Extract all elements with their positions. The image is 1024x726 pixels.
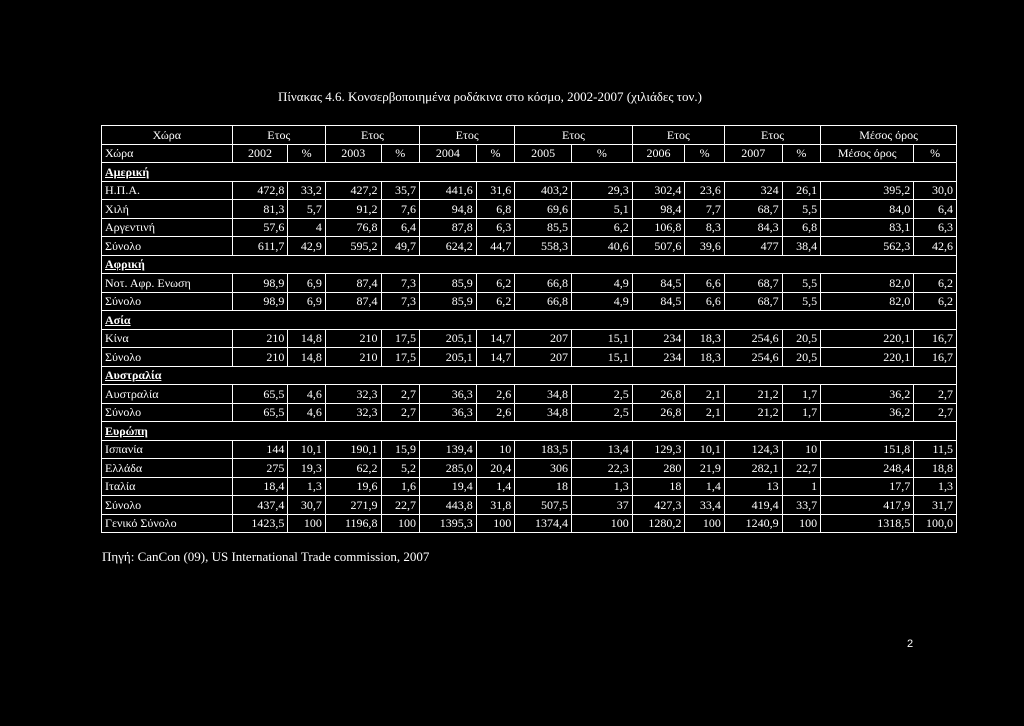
value-cell: 100 xyxy=(476,514,514,533)
value-cell: 417,9 xyxy=(821,496,914,515)
row-label: Η.Π.Α. xyxy=(102,181,233,200)
header-cell: Μέσος όρος xyxy=(821,144,914,163)
value-cell: 280 xyxy=(632,459,685,478)
value-cell: 477 xyxy=(724,237,782,256)
value-cell: 18 xyxy=(632,477,685,496)
value-cell: 87,4 xyxy=(325,292,381,311)
value-cell: 98,4 xyxy=(632,200,685,219)
header-year-group: Ετος xyxy=(232,126,325,145)
value-cell: 4 xyxy=(288,218,325,237)
value-cell: 13,4 xyxy=(571,440,632,459)
value-cell: 2,7 xyxy=(914,403,957,422)
value-cell: 84,5 xyxy=(632,274,685,293)
header-year-group: Ετος xyxy=(724,126,820,145)
value-cell: 282,1 xyxy=(724,459,782,478)
value-cell: 6,9 xyxy=(288,274,325,293)
value-cell: 18 xyxy=(515,477,572,496)
value-cell: 87,4 xyxy=(325,274,381,293)
value-cell: 14,7 xyxy=(476,348,514,367)
value-cell: 6,2 xyxy=(914,292,957,311)
value-cell: 11,5 xyxy=(914,440,957,459)
row-label: Χιλή xyxy=(102,200,233,219)
value-cell: 1,4 xyxy=(685,477,725,496)
value-cell: 2,6 xyxy=(476,385,514,404)
grand-total-row xyxy=(102,514,957,533)
value-cell: 82,0 xyxy=(821,292,914,311)
value-cell: 65,5 xyxy=(232,385,288,404)
value-cell: 271,9 xyxy=(325,496,381,515)
value-cell: 4,6 xyxy=(288,385,325,404)
value-cell: 624,2 xyxy=(420,237,477,256)
header-year-group: Ετος xyxy=(420,126,515,145)
value-cell: 395,2 xyxy=(821,181,914,200)
value-cell: 207 xyxy=(515,329,572,348)
value-cell: 5,7 xyxy=(288,200,325,219)
value-cell: 39,6 xyxy=(685,237,725,256)
data-table xyxy=(101,125,957,533)
value-cell: 562,3 xyxy=(821,237,914,256)
header-cell: % xyxy=(288,144,325,163)
value-cell: 285,0 xyxy=(420,459,477,478)
value-cell: 66,8 xyxy=(515,292,572,311)
value-cell: 1240,9 xyxy=(724,514,782,533)
value-cell: 65,5 xyxy=(232,403,288,422)
value-cell: 85,9 xyxy=(420,292,477,311)
value-cell: 1 xyxy=(782,477,820,496)
row-label: Ιταλία xyxy=(102,477,233,496)
value-cell: 34,8 xyxy=(515,403,572,422)
section-name: Αφρική xyxy=(102,255,957,274)
value-cell: 49,7 xyxy=(381,237,419,256)
value-cell: 19,3 xyxy=(288,459,325,478)
source-note: Πηγή: CanCon (09), US International Trade commission, 2007 xyxy=(102,549,430,564)
value-cell: 2,7 xyxy=(381,403,419,422)
value-cell: 7,7 xyxy=(685,200,725,219)
value-cell: 4,6 xyxy=(288,403,325,422)
value-cell: 98,9 xyxy=(232,292,288,311)
value-cell: 33,4 xyxy=(685,496,725,515)
value-cell: 306 xyxy=(515,459,572,478)
value-cell: 57,6 xyxy=(232,218,288,237)
value-cell: 82,0 xyxy=(821,274,914,293)
value-cell: 6,2 xyxy=(476,274,514,293)
section-header-row xyxy=(102,366,957,385)
value-cell: 84,3 xyxy=(724,218,782,237)
value-cell: 210 xyxy=(325,329,381,348)
value-cell: 33,7 xyxy=(782,496,820,515)
row-label: Ισπανία xyxy=(102,440,233,459)
value-cell: 44,7 xyxy=(476,237,514,256)
value-cell: 33,2 xyxy=(288,181,325,200)
table-row xyxy=(102,477,957,496)
value-cell: 1196,8 xyxy=(325,514,381,533)
value-cell: 205,1 xyxy=(420,348,477,367)
value-cell: 220,1 xyxy=(821,348,914,367)
value-cell: 2,5 xyxy=(571,385,632,404)
value-cell: 35,7 xyxy=(381,181,419,200)
value-cell: 22,3 xyxy=(571,459,632,478)
value-cell: 403,2 xyxy=(515,181,572,200)
value-cell: 6,8 xyxy=(476,200,514,219)
value-cell: 124,3 xyxy=(724,440,782,459)
value-cell: 5,1 xyxy=(571,200,632,219)
value-cell: 7,6 xyxy=(381,200,419,219)
value-cell: 66,8 xyxy=(515,274,572,293)
row-label: Σύνολο xyxy=(102,403,233,422)
value-cell: 31,7 xyxy=(914,496,957,515)
row-label: Κίνα xyxy=(102,329,233,348)
value-cell: 84,0 xyxy=(821,200,914,219)
row-label: Αργεντινή xyxy=(102,218,233,237)
header-cell: 2006 xyxy=(632,144,685,163)
value-cell: 4,9 xyxy=(571,292,632,311)
value-cell: 210 xyxy=(232,348,288,367)
value-cell: 85,5 xyxy=(515,218,572,237)
subtotal-row xyxy=(102,292,957,311)
value-cell: 419,4 xyxy=(724,496,782,515)
value-cell: 7,3 xyxy=(381,274,419,293)
header-cell: 2002 xyxy=(232,144,288,163)
value-cell: 2,5 xyxy=(571,403,632,422)
value-cell: 611,7 xyxy=(232,237,288,256)
value-cell: 94,8 xyxy=(420,200,477,219)
value-cell: 29,3 xyxy=(571,181,632,200)
value-cell: 427,3 xyxy=(632,496,685,515)
value-cell: 17,5 xyxy=(381,348,419,367)
value-cell: 210 xyxy=(325,348,381,367)
row-label: Σύνολο xyxy=(102,237,233,256)
table-row xyxy=(102,274,957,293)
section-name: Αμερική xyxy=(102,163,957,182)
value-cell: 21,9 xyxy=(685,459,725,478)
value-cell: 34,8 xyxy=(515,385,572,404)
value-cell: 19,4 xyxy=(420,477,477,496)
value-cell: 1,7 xyxy=(782,403,820,422)
value-cell: 6,2 xyxy=(476,292,514,311)
value-cell: 36,3 xyxy=(420,403,477,422)
value-cell: 23,6 xyxy=(685,181,725,200)
value-cell: 302,4 xyxy=(632,181,685,200)
value-cell: 21,2 xyxy=(724,403,782,422)
value-cell: 139,4 xyxy=(420,440,477,459)
header-row-columns xyxy=(102,144,957,163)
value-cell: 20,5 xyxy=(782,348,820,367)
header-year-group: Μέσος όρος xyxy=(821,126,957,145)
value-cell: 76,8 xyxy=(325,218,381,237)
value-cell: 183,5 xyxy=(515,440,572,459)
value-cell: 6,8 xyxy=(782,218,820,237)
value-cell: 14,7 xyxy=(476,329,514,348)
value-cell: 32,3 xyxy=(325,385,381,404)
section-header-row xyxy=(102,255,957,274)
header-cell: % xyxy=(476,144,514,163)
value-cell: 38,4 xyxy=(782,237,820,256)
value-cell: 275 xyxy=(232,459,288,478)
value-cell: 30,0 xyxy=(914,181,957,200)
section-name: Ασία xyxy=(102,311,957,330)
value-cell: 14,8 xyxy=(288,329,325,348)
value-cell: 106,8 xyxy=(632,218,685,237)
value-cell: 17,5 xyxy=(381,329,419,348)
value-cell: 10,1 xyxy=(288,440,325,459)
value-cell: 2,7 xyxy=(381,385,419,404)
value-cell: 98,9 xyxy=(232,274,288,293)
value-cell: 26,8 xyxy=(632,403,685,422)
value-cell: 1280,2 xyxy=(632,514,685,533)
value-cell: 100 xyxy=(381,514,419,533)
value-cell: 100 xyxy=(685,514,725,533)
value-cell: 68,7 xyxy=(724,200,782,219)
value-cell: 36,2 xyxy=(821,403,914,422)
value-cell: 18,4 xyxy=(232,477,288,496)
section-name: Αυστραλία xyxy=(102,366,957,385)
value-cell: 5,5 xyxy=(782,200,820,219)
value-cell: 100 xyxy=(288,514,325,533)
value-cell: 26,1 xyxy=(782,181,820,200)
header-country: Χώρα xyxy=(102,126,233,145)
row-label: Γενικό Σύνολο xyxy=(102,514,233,533)
value-cell: 8,3 xyxy=(685,218,725,237)
value-cell: 18,3 xyxy=(685,348,725,367)
value-cell: 254,6 xyxy=(724,348,782,367)
value-cell: 220,1 xyxy=(821,329,914,348)
subtotal-row xyxy=(102,348,957,367)
value-cell: 30,7 xyxy=(288,496,325,515)
section-name: Ευρώπη xyxy=(102,422,957,441)
value-cell: 81,3 xyxy=(232,200,288,219)
subtotal-row xyxy=(102,403,957,422)
value-cell: 207 xyxy=(515,348,572,367)
value-cell: 37 xyxy=(571,496,632,515)
header-cell: % xyxy=(381,144,419,163)
value-cell: 1,7 xyxy=(782,385,820,404)
table-row xyxy=(102,440,957,459)
value-cell: 14,8 xyxy=(288,348,325,367)
table-row xyxy=(102,459,957,478)
section-header-row xyxy=(102,311,957,330)
value-cell: 18,3 xyxy=(685,329,725,348)
table-row xyxy=(102,200,957,219)
value-cell: 234 xyxy=(632,329,685,348)
header-cell: 2004 xyxy=(420,144,477,163)
value-cell: 2,7 xyxy=(914,385,957,404)
value-cell: 248,4 xyxy=(821,459,914,478)
value-cell: 427,2 xyxy=(325,181,381,200)
row-label: Αυστραλία xyxy=(102,385,233,404)
value-cell: 472,8 xyxy=(232,181,288,200)
header-cell: 2005 xyxy=(515,144,572,163)
value-cell: 4,9 xyxy=(571,274,632,293)
section-header-row xyxy=(102,163,957,182)
table-title: Πίνακας 4.6. Κονσερβοποιημένα ροδάκινα στο κόσμο, 2002-2007 (χιλιάδες τον.) xyxy=(278,89,702,104)
value-cell: 2,6 xyxy=(476,403,514,422)
value-cell: 5,5 xyxy=(782,274,820,293)
value-cell: 6,2 xyxy=(571,218,632,237)
value-cell: 210 xyxy=(232,329,288,348)
header-row-years xyxy=(102,126,957,145)
value-cell: 6,6 xyxy=(685,292,725,311)
value-cell: 595,2 xyxy=(325,237,381,256)
value-cell: 16,7 xyxy=(914,329,957,348)
value-cell: 85,9 xyxy=(420,274,477,293)
value-cell: 31,8 xyxy=(476,496,514,515)
value-cell: 2,1 xyxy=(685,403,725,422)
page-number: 2 xyxy=(907,638,914,650)
subtotal-row xyxy=(102,237,957,256)
value-cell: 2,1 xyxy=(685,385,725,404)
table-row xyxy=(102,181,957,200)
value-cell: 69,6 xyxy=(515,200,572,219)
value-cell: 100 xyxy=(782,514,820,533)
value-cell: 6,3 xyxy=(914,218,957,237)
value-cell: 10 xyxy=(782,440,820,459)
value-cell: 1,3 xyxy=(288,477,325,496)
value-cell: 1,6 xyxy=(381,477,419,496)
value-cell: 83,1 xyxy=(821,218,914,237)
header-year-group: Ετος xyxy=(515,126,632,145)
value-cell: 1,3 xyxy=(914,477,957,496)
value-cell: 40,6 xyxy=(571,237,632,256)
value-cell: 190,1 xyxy=(325,440,381,459)
row-label: Σύνολο xyxy=(102,496,233,515)
value-cell: 68,7 xyxy=(724,292,782,311)
value-cell: 1,4 xyxy=(476,477,514,496)
row-label: Σύνολο xyxy=(102,292,233,311)
value-cell: 1,3 xyxy=(571,477,632,496)
header-year-group: Ετος xyxy=(325,126,419,145)
value-cell: 10 xyxy=(476,440,514,459)
value-cell: 15,1 xyxy=(571,348,632,367)
row-label: Ελλάδα xyxy=(102,459,233,478)
value-cell: 17,7 xyxy=(821,477,914,496)
value-cell: 6,2 xyxy=(914,274,957,293)
value-cell: 42,6 xyxy=(914,237,957,256)
value-cell: 6,4 xyxy=(381,218,419,237)
value-cell: 6,9 xyxy=(288,292,325,311)
value-cell: 507,5 xyxy=(515,496,572,515)
value-cell: 129,3 xyxy=(632,440,685,459)
table-row xyxy=(102,329,957,348)
value-cell: 441,6 xyxy=(420,181,477,200)
header-cell: % xyxy=(571,144,632,163)
value-cell: 91,2 xyxy=(325,200,381,219)
value-cell: 62,2 xyxy=(325,459,381,478)
value-cell: 6,4 xyxy=(914,200,957,219)
value-cell: 558,3 xyxy=(515,237,572,256)
row-label: Σύνολο xyxy=(102,348,233,367)
value-cell: 31,6 xyxy=(476,181,514,200)
header-cell: % xyxy=(685,144,725,163)
value-cell: 32,3 xyxy=(325,403,381,422)
table-row xyxy=(102,385,957,404)
header-cell: % xyxy=(914,144,957,163)
value-cell: 5,2 xyxy=(381,459,419,478)
value-cell: 7,3 xyxy=(381,292,419,311)
header-cell: 2007 xyxy=(724,144,782,163)
table-row xyxy=(102,218,957,237)
value-cell: 10,1 xyxy=(685,440,725,459)
value-cell: 151,8 xyxy=(821,440,914,459)
value-cell: 254,6 xyxy=(724,329,782,348)
value-cell: 36,2 xyxy=(821,385,914,404)
value-cell: 205,1 xyxy=(420,329,477,348)
value-cell: 22,7 xyxy=(782,459,820,478)
value-cell: 42,9 xyxy=(288,237,325,256)
value-cell: 84,5 xyxy=(632,292,685,311)
header-cell: Χώρα xyxy=(102,144,233,163)
value-cell: 22,7 xyxy=(381,496,419,515)
header-cell: 2003 xyxy=(325,144,381,163)
value-cell: 87,8 xyxy=(420,218,477,237)
value-cell: 1318,5 xyxy=(821,514,914,533)
row-label: Νοτ. Αφρ. Ενωση xyxy=(102,274,233,293)
value-cell: 26,8 xyxy=(632,385,685,404)
value-cell: 20,5 xyxy=(782,329,820,348)
value-cell: 437,4 xyxy=(232,496,288,515)
value-cell: 15,1 xyxy=(571,329,632,348)
value-cell: 19,6 xyxy=(325,477,381,496)
value-cell: 15,9 xyxy=(381,440,419,459)
value-cell: 36,3 xyxy=(420,385,477,404)
value-cell: 6,6 xyxy=(685,274,725,293)
value-cell: 16,7 xyxy=(914,348,957,367)
value-cell: 21,2 xyxy=(724,385,782,404)
value-cell: 443,8 xyxy=(420,496,477,515)
value-cell: 6,3 xyxy=(476,218,514,237)
header-year-group: Ετος xyxy=(632,126,724,145)
value-cell: 144 xyxy=(232,440,288,459)
subtotal-row xyxy=(102,496,957,515)
value-cell: 18,8 xyxy=(914,459,957,478)
value-cell: 68,7 xyxy=(724,274,782,293)
header-cell: % xyxy=(782,144,820,163)
section-header-row xyxy=(102,422,957,441)
value-cell: 20,4 xyxy=(476,459,514,478)
value-cell: 100 xyxy=(571,514,632,533)
value-cell: 324 xyxy=(724,181,782,200)
value-cell: 1423,5 xyxy=(232,514,288,533)
value-cell: 100,0 xyxy=(914,514,957,533)
value-cell: 1374,4 xyxy=(515,514,572,533)
value-cell: 5,5 xyxy=(782,292,820,311)
value-cell: 234 xyxy=(632,348,685,367)
value-cell: 507,6 xyxy=(632,237,685,256)
value-cell: 1395,3 xyxy=(420,514,477,533)
value-cell: 13 xyxy=(724,477,782,496)
